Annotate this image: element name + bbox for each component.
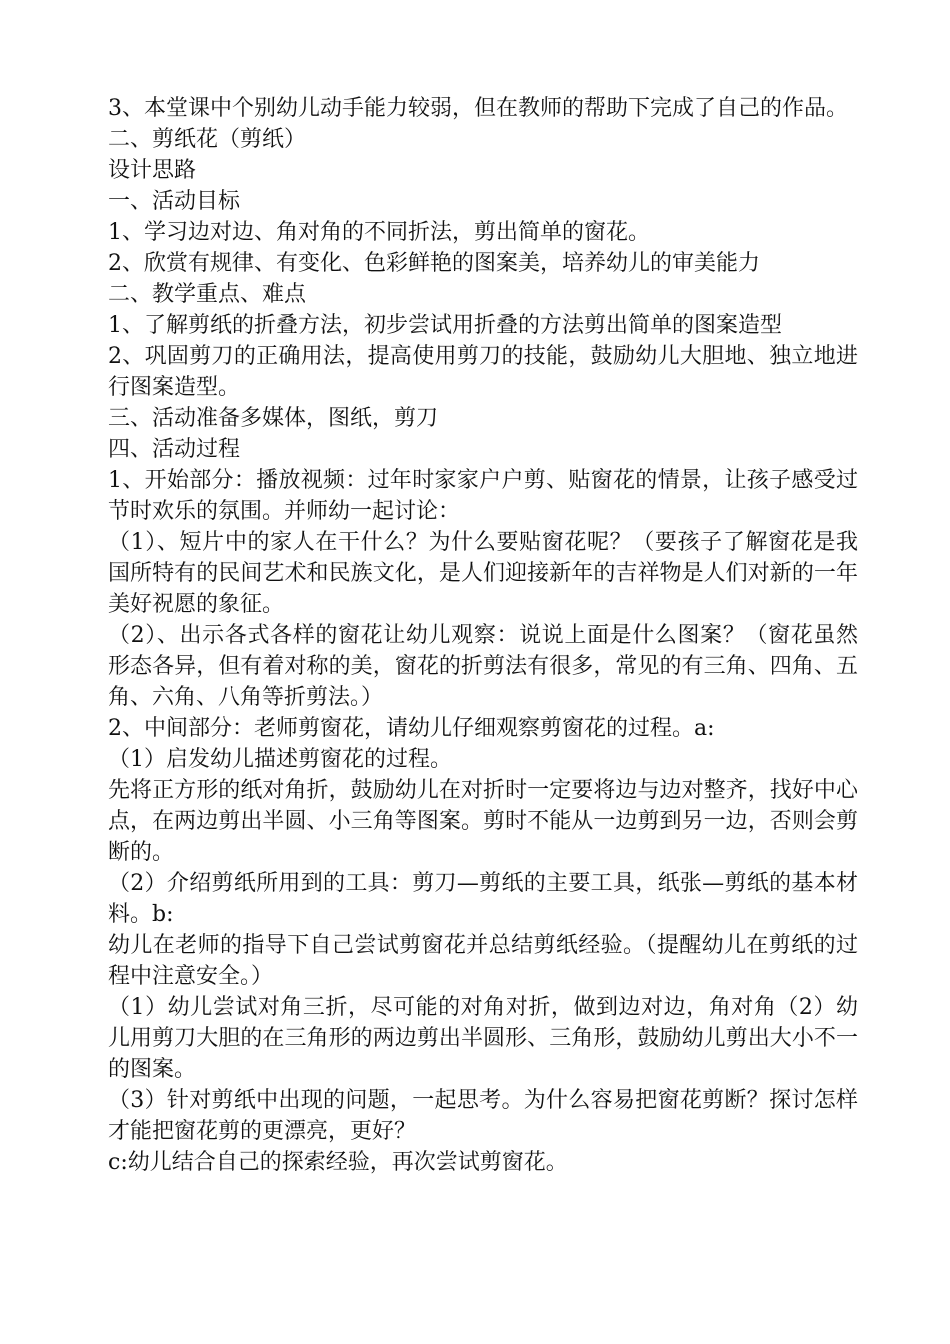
heading-key-points: 二、教学重点、难点 — [108, 282, 307, 307]
process-children-try: 幼儿在老师的指导下自己尝试剪窗花并总结剪纸经验。（提醒幼儿在剪纸的过程中注意安全。） — [108, 933, 858, 989]
goal-item-1: 1、学习边对边、角对角的不同折法，剪出简单的窗花。 — [108, 220, 650, 245]
heading-activity-process: 四、活动过程 — [108, 437, 241, 462]
document-body — [108, 93, 858, 1178]
process-opening-question-2: （2）、出示各式各样的窗花让幼儿观察：说说上面是什么图案？（窗花虽然形态各异，但有着对称的美，窗花的折剪法有很多，常见的有三角、四角、五角、六角、八角等折剪法。） — [108, 623, 858, 710]
process-opening: 1、开始部分：播放视频：过年时家家户户剪、贴窗花的情景，让孩子感受过节时欢乐的氛围。并师幼一起讨论： — [108, 468, 858, 524]
process-middle-step-2: （2）介绍剪纸所用到的工具：剪刀—剪纸的主要工具，纸张—剪纸的基本材料。b: — [108, 871, 858, 927]
key-point-1: 1、了解剪纸的折叠方法，初步尝试用折叠的方法剪出简单的图案造型 — [108, 313, 782, 338]
process-middle-folding: 先将正方形的纸对角折，鼓励幼儿在对折时一定要将边与边对整齐，找好中心点，在两边剪出半圆、小三角等图案。剪时不能从一边剪到另一边，否则会剪断的。 — [108, 778, 858, 865]
heading-preparation: 三、活动准备多媒体，图纸，剪刀 — [108, 406, 439, 431]
heading-activity-goals: 一、活动目标 — [108, 189, 241, 214]
design-idea-heading: 设计思路 — [108, 158, 197, 183]
process-middle-step-1: （1）启发幼儿描述剪窗花的过程。 — [108, 747, 452, 772]
goal-item-2: 2、欣赏有规律、有变化、色彩鲜艳的图案美，培养幼儿的审美能力 — [108, 251, 760, 276]
key-point-2: 2、巩固剪刀的正确用法，提高使用剪刀的技能，鼓励幼儿大胆地、独立地进行图案造型。 — [108, 344, 858, 400]
process-opening-question-1: （1）、短片中的家人在干什么？为什么要贴窗花呢？（要孩子了解窗花是我国所特有的民间艺术和民族文化，是人们迎接新年的吉祥物是人们对新的一年美好祝愿的象征。 — [108, 530, 858, 617]
process-children-retry: c:幼儿结合自己的探索经验，再次尝试剪窗花。 — [108, 1150, 568, 1175]
section-heading-paper-cutting: 二、剪纸花（剪纸） — [108, 127, 307, 152]
process-middle: 2、中间部分：老师剪窗花，请幼儿仔细观察剪窗花的过程。a: — [108, 716, 715, 741]
paragraph-reflection-3: 3、本堂课中个别幼儿动手能力较弱，但在教师的帮助下完成了自己的作品。 — [108, 96, 848, 121]
process-children-step-1-2: （1）幼儿尝试对角三折，尽可能的对角对折，做到边对边，角对角（2）幼儿用剪刀大胆的在三角形的两边剪出半圆形、三角形，鼓励幼儿剪出大小不一的图案。 — [108, 995, 858, 1082]
process-children-step-3: （3）针对剪纸中出现的问题，一起思考。为什么容易把窗花剪断？探讨怎样才能把窗花剪的更漂亮，更好？ — [108, 1088, 858, 1144]
